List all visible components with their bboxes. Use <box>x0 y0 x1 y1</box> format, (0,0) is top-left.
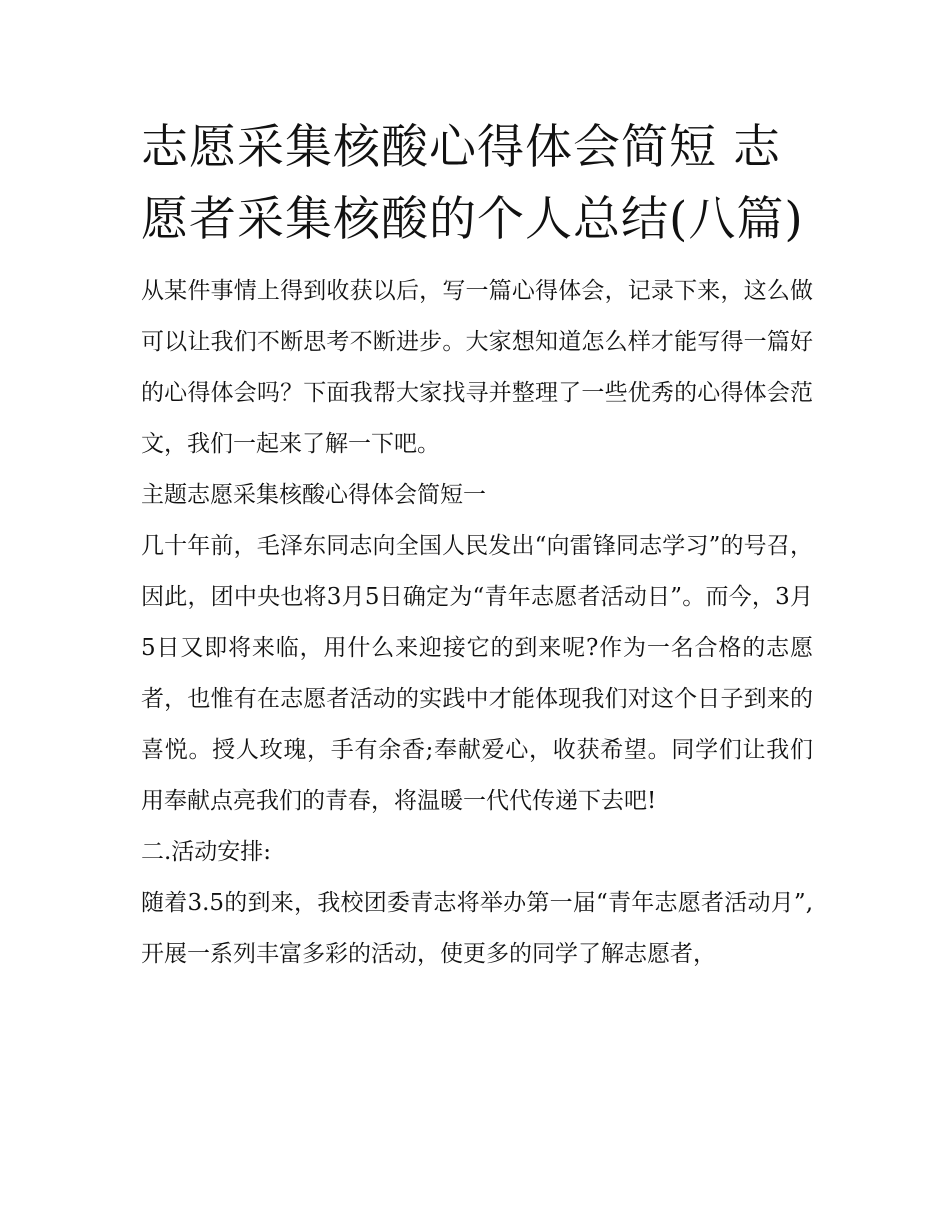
body-paragraph: 随着3.5的到来，我校团委青志将举办第一届“青年志愿者活动月”,开展一系列丰富多彩的活动，使更多的同学了解志愿者， <box>141 890 813 967</box>
document-body <box>141 112 813 980</box>
document-title: 志愿采集核酸心得体会简短 志愿者采集核酸的个人总结(八篇) <box>141 120 804 247</box>
intro-paragraph: 从某件事情上得到收获以后，写一篇心得体会，记录下来，这么做可以让我们不断思考不断进步。大家想知道怎么样才能写得一篇好的心得体会吗？下面我帮大家找寻并整理了一些优秀的心得体会范文，我们一起来了解一下吧。 <box>141 278 813 457</box>
section-heading: 主题志愿采集核酸心得体会简短一 <box>141 482 486 508</box>
body-paragraph: 几十年前，毛泽东同志向全国人民发出“向雷锋同志学习”的号召，因此，团中央也将3月5日确定为“青年志愿者活动日”。而今，3月5日又即将来临，用什么来迎接它的到来呢?作为一名合格的志愿者，也惟有在志愿者活动的实践中才能体现我们对这个日子到来的喜悦。授人玫瑰，手有余香;奉献爱心，收获希望。同学们让我们用奉献点亮我们的青春，将温暖一代代传递下去吧! <box>141 533 813 814</box>
subsection-heading: 二.活动安排: <box>141 839 272 865</box>
